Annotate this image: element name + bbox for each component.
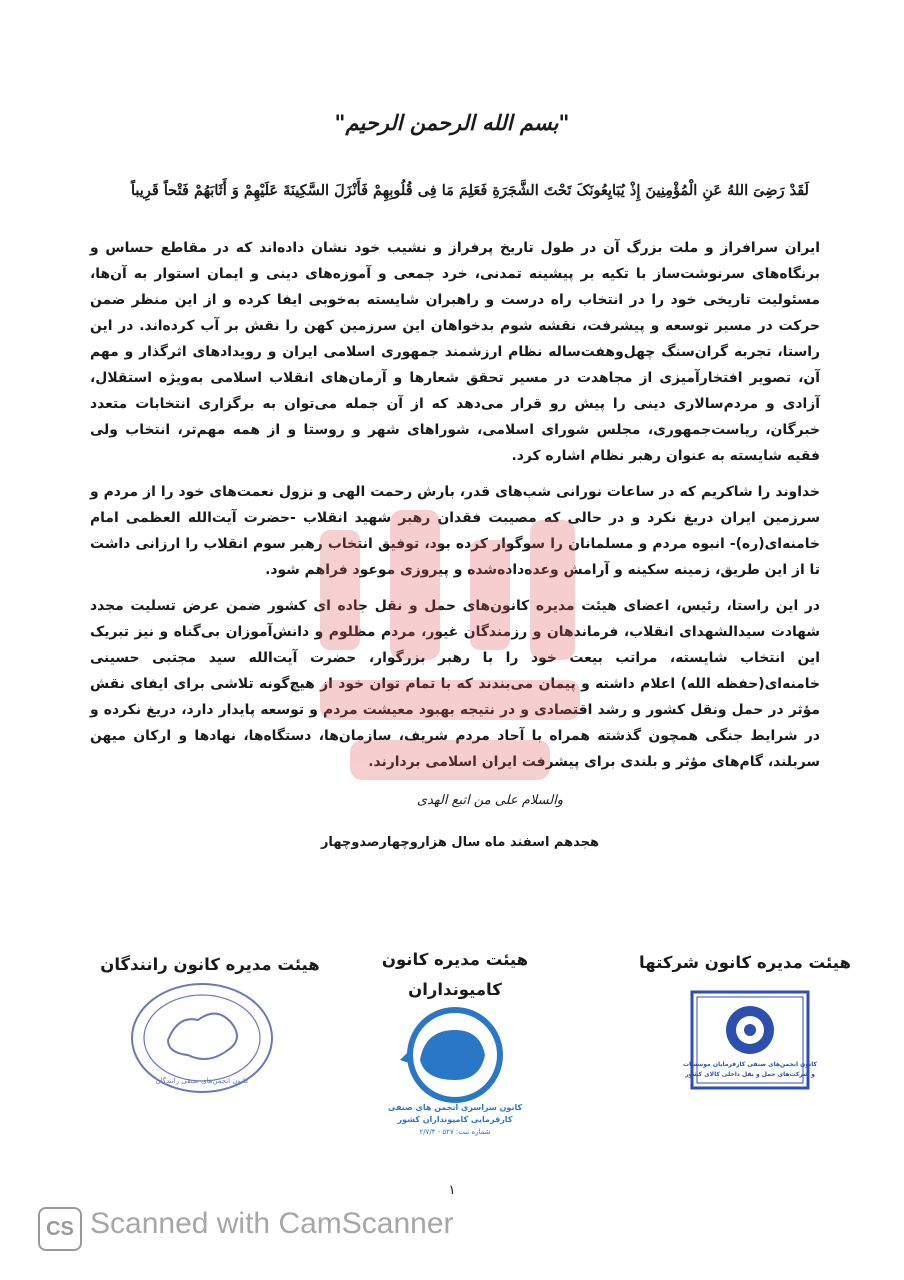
- quran-verse: لَقَدْ رَضِیَ اللهُ عَنِ الْمُؤْمِنِینَ إِذْ یُبَایِعُونَکَ تَحْتَ الشَّجَرَةِ فَعَلِمَ مَا فِی قُلُوبِهِمْ فَأَنْزَلَ السَّکِینَةَ عَلَیْهِمْ وَ أَثَابَهُمْ فَتْحاً قَرِیباً: [131, 182, 809, 199]
- page-number: ۱: [448, 1183, 456, 1198]
- bismillah-heading: "بسم الله الرحمن الرحیم": [334, 110, 570, 135]
- signature-drivers-board: هیئت مدیره کانون رانندگان: [100, 955, 320, 974]
- paragraph-3: در این راستا، رئیس، اعضای هیئت مدیره کانون‌های حمل و نقل جاده ای کشور ضمن عرض تسلیت مجدد شهادت سیدالشهدای انقلاب، فرماندهان و رزمندگان غیور، مردم مظلوم و دانش‌آموزان بی‌گناه و نیز تبریک این انتخاب شایسته، مراتب بیعت خود را با رهبر بزرگوار، حضرت آیت‌الله سید مجتبی حسینی خامنه‌ای(حفظه الله) اعلام داشته و پیمان می‌بندند که با تمام توان خود از هیچ‌گونه تلاشی برای ایفای نقش مؤثر در حمل ونقل کشور و رشد اقتصادی و در نتیجه بهبود معیشت مردم و توسعه پایدار دارد، دریغ نکرده و در شرایط جنگی همچون گذشته همراه با آحاد مردم شریف، سازمان‌ها، دستگاه‌ها، نهادها و ارکان میهن سربلند، گام‌های مؤثر و بلندی برای پیشرفت ایران اسلامی بردارند.: [90, 598, 820, 770]
- closing-salutation: والسلام علی من اتبع الهدی: [416, 793, 564, 808]
- companies-seal-line1: کانون انجمن‌های صنفی کارفرمایان موسسات: [682, 1061, 818, 1068]
- letter-body: [90, 235, 820, 785]
- paragraph-1: ایران سرافراز و ملت بزرگ آن در طول تاریخ پرفراز و نشیب خود نشان داده‌اند که در مقاطع حساس و برنگاه‌های سرنوشت‌ساز با تکیه بر پیشینه تمدنی، خرد جمعی و آموزه‌های دینی و ایمان استوار به آن‌ها، مسئولیت تاریخی خود را در انتخاب راه درست و راهبران شایسته به‌خوبی ایفا کرده و از این منظر ضمن حرکت در مسیر توسعه و پیشرفت، نقشه شوم بدخواهان این سرزمین کهن را نقش بر آب کرده‌اند. در این راستا، تجربه گران‌سنگ چهل‌وهفت‌ساله نظام ارزشمند جمهوری اسلامی ایران و رویدادهای اثرگذار و مهم آن، تصویر افتخارآمیزی از مجاهدت در مسیر تحقق شعارها و آرمان‌های انقلاب اسلامی به‌ویژه استقلال، آزادی و مردم‌سالاری دینی را پیش رو قرار می‌دهد که از آن جمله می‌توان به برگزاری انتخابات متعدد خبرگان، ریاست‌جمهوری، مجلس شورای اسلامی، شوراهای شهر و روستا و از همه مهم‌تر، انتخاب ولی فقیه شایسته به عنوان رهبر نظام اشاره کرد.: [90, 240, 820, 464]
- paragraph-2: خداوند را شاکریم که در ساعات نورانی شب‌های قدر، بارش رحمت الهی و نزول نعمت‌های خود را از مردم و سرزمین ایران دریغ نکرد و در حالی که مصیبت فقدان رهبر شهید انقلاب -حضرت آیت‌الله العظمی امام خامنه‌ای(ره)- انبوه مردم و مسلمانان را سوگوار کرده بود، توفیق انتخاب رهبر سوم انقلاب را ارزانی داشت تا از این طریق، زمینه سکینه و آرامش وعده‌داده‌شده و پیروزی موعود فراهم شود.: [90, 484, 820, 578]
- truckers-seal-line3: شماره ثبت: ۵۲۷ - ۲/۷/۴: [419, 1128, 491, 1136]
- truckers-seal-line1: کانون سراسری انجمن های صنفی: [387, 1103, 523, 1112]
- companies-seal-stamp: [682, 990, 818, 1090]
- camscanner-footer-text: Scanned with CamScanner: [90, 1207, 454, 1240]
- letter-date: هجدهم اسفند ماه سال هزاروچهارصدوچهار: [320, 835, 600, 850]
- camscanner-logo-icon: CS: [38, 1207, 82, 1251]
- drivers-seal-text: کانون انجمن‌های صنفی رانندگان: [155, 1077, 249, 1085]
- companies-seal-line2: و شرکت‌های حمل و نقل داخلی کالای کشور: [685, 1071, 815, 1078]
- signature-truckers-board: [370, 945, 540, 1005]
- truckers-seal-line2: کارفرمایی کامیونداران کشور: [397, 1115, 513, 1124]
- drivers-seal-stamp: [128, 980, 276, 1096]
- truckers-seal-stamp: [370, 1010, 540, 1140]
- signature-truckers-line1: هیئت مدیره کانون: [381, 950, 529, 969]
- signature-truckers-line2: کامیونداران: [408, 980, 502, 999]
- signature-companies-board: هیئت مدیره کانون شرکتها: [639, 953, 851, 972]
